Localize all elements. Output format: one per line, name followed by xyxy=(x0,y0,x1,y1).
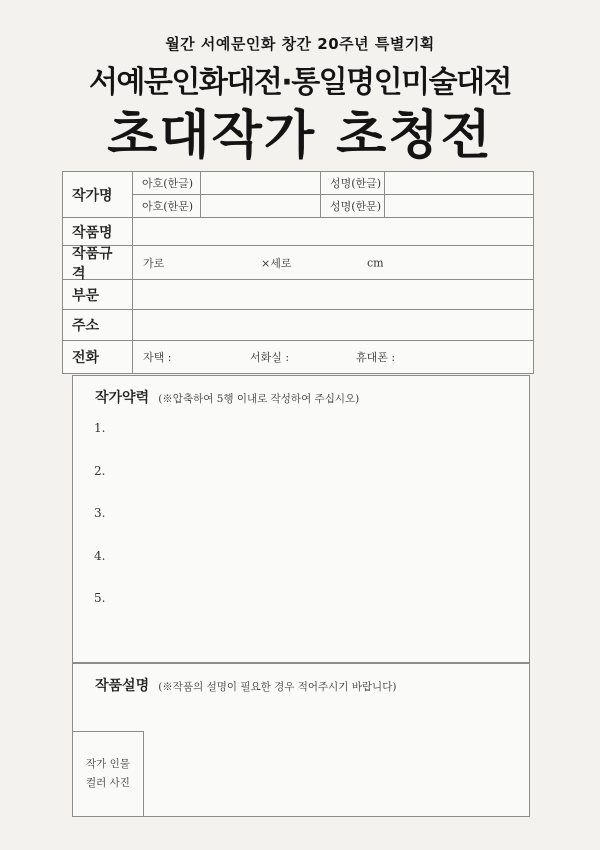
size-unit-label: cm xyxy=(367,256,384,269)
phone-studio-label: 서화실 : xyxy=(250,351,290,364)
category-row xyxy=(63,280,533,310)
work-title-label: 작품명 xyxy=(63,218,133,245)
pen-name-hangul-label: 아호(한글) xyxy=(133,172,201,194)
address-row xyxy=(63,310,533,341)
artist-photo-box[interactable] xyxy=(73,731,144,816)
artist-name-subgrid xyxy=(133,172,533,217)
name-hanja-label: 성명(한문) xyxy=(321,195,385,217)
photo-box-line-2: 컬러 사진 xyxy=(86,777,130,789)
bio-line-4[interactable]: 4. xyxy=(94,548,106,563)
category-field[interactable] xyxy=(133,280,533,309)
bio-line-2[interactable]: 2. xyxy=(94,463,106,478)
artist-bio-note: (※압축하여 5행 이내로 작성하여 주십시오) xyxy=(158,393,360,405)
address-label: 주소 xyxy=(63,310,133,340)
work-description-title: 작품설명 xyxy=(95,678,150,694)
work-title-field[interactable] xyxy=(133,218,533,245)
header-kicker: 월간 서예문인화 창간 20주년 특별기획 xyxy=(165,35,435,53)
name-hanja-field[interactable] xyxy=(385,195,533,217)
header-title: 서예문인화대전·통일명인미술대전 xyxy=(88,65,512,100)
artist-name-hanja-row xyxy=(133,195,533,217)
pen-name-hanja-field[interactable] xyxy=(201,195,321,217)
artist-name-row xyxy=(63,172,533,218)
header-subtitle: 초대작가 초청전 xyxy=(107,106,493,166)
artist-bio-header xyxy=(73,376,529,407)
artist-bio-title: 작가약력 xyxy=(95,390,150,406)
artist-name-hangul-row xyxy=(133,172,533,195)
artist-bio-box xyxy=(72,375,530,663)
bio-line-3[interactable]: 3. xyxy=(94,506,106,520)
address-field[interactable] xyxy=(133,310,533,340)
artist-name-label: 작가명 xyxy=(63,172,133,217)
work-size-field[interactable] xyxy=(133,246,533,279)
work-description-box xyxy=(72,663,530,817)
bio-line-5[interactable]: 5. xyxy=(94,591,106,605)
phone-row xyxy=(63,341,533,373)
photo-box-line-1: 작가 인물 xyxy=(86,758,130,770)
name-hangul-field[interactable] xyxy=(385,172,533,194)
bio-line-1[interactable]: 1. xyxy=(94,421,106,435)
size-height-label: ×세로 xyxy=(261,256,292,270)
pen-name-hangul-field[interactable] xyxy=(201,172,321,194)
pen-name-hanja-label: 아호(한문) xyxy=(133,195,201,217)
name-hangul-label: 성명(한글) xyxy=(321,172,385,194)
applicant-info-table xyxy=(62,171,534,374)
phone-field[interactable] xyxy=(133,341,533,373)
phone-label: 전화 xyxy=(63,341,133,373)
size-width-label: 가로 xyxy=(143,256,165,270)
work-description-header xyxy=(73,664,529,695)
work-size-row xyxy=(63,246,533,280)
phone-home-label: 자택 : xyxy=(143,351,172,364)
work-size-label: 작품규격 xyxy=(63,246,133,279)
work-description-note: (※작품의 설명이 필요한 경우 적어주시기 바랍니다) xyxy=(158,681,397,693)
category-label: 부문 xyxy=(63,280,133,309)
artist-bio-lines xyxy=(73,407,529,634)
work-title-row xyxy=(63,218,533,246)
phone-mobile-label: 휴대폰 : xyxy=(356,351,396,364)
